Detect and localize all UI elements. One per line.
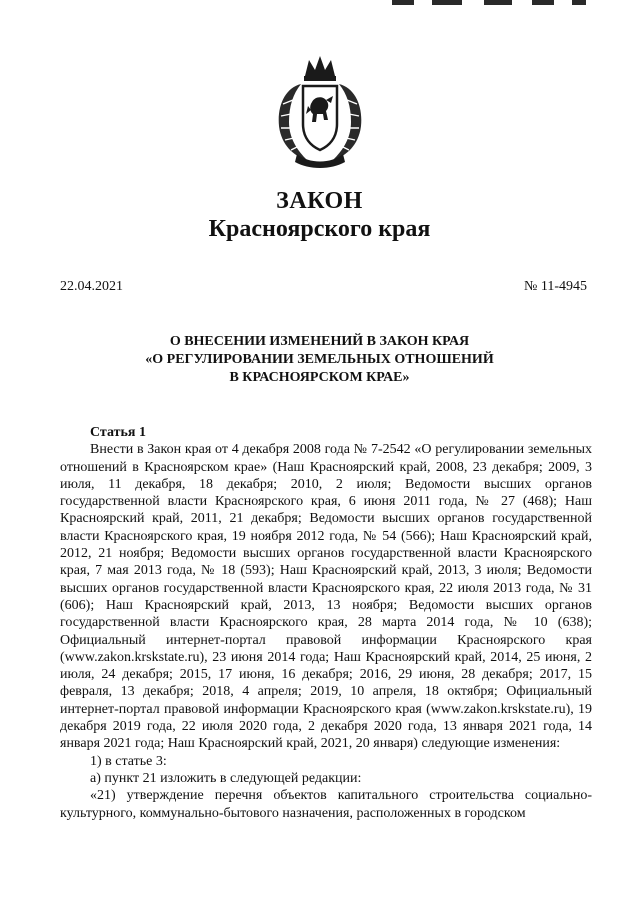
law-heading <box>0 333 639 387</box>
paragraph-amendments: Внести в Закон края от 4 декабря 2008 года № 7-2542 «О регулировании земельных отношений в Красноярском крае» (Наш Красноярский край, 2008, 23 декабря; 2009, 3 июля, 11 декабря, 18 декабря; 2010, 2 июля; Ведомости высших органов государственной власти Красноярского края, 6 июня 2011 года, № 27 (468); Наш Красноярский край, 2011, 21 декабря; Ведомости высших органов государственной власти Красноярского края, 19 ноября 2012 года, № 54 (566); Наш Красноярский край, 2012, 21 ноября; Ведомости высших органов государственной власти Красноярского края, 7 мая 2013 года, № 18 (593); Наш Красноярский край, 2013, 3 июля; Ведомости высших органов государственной власти Красноярского края, 22 июля 2013 года, № 31 (606); Наш Красноярский край, 2013, 13 ноября; Ведомости высших органов государственной власти Красноярского края, 28 марта 2014 года, № 10 (638); Официальный интернет-портал правовой информации Красноярского края (www.zakon.krskstate.ru), 23 июня 2014 года; Наш Красноярский край, 2014, 25 июня, 2 июля, 24 декабря; 2015, 17 июня, 16 декабря; 2016, 29 июня, 28 декабря; 2017, 15 февраля, 13 декабря; 2018, 4 апреля; 2019, 10 апреля, 18 октября; Официальный интернет-портал правовой информации Красноярского края (www.zakon.krskstate.ru), 19 декабря 2019 года, 22 июля 2020 года, 2 декабря 2020 года, 13 января 2021 года, 14 января 2021 года; Наш Красноярский край, 2021, 20 января) следующие изменения: <box>60 442 592 752</box>
coat-of-arms-emblem <box>271 54 369 172</box>
list-item-1: 1) в статье 3: <box>90 753 167 769</box>
paragraph-point-21: «21) утверждение перечня объектов капитального строительства социально-культурного, коммунально-бытового назначения, расположенных в городском <box>60 788 592 821</box>
document-date: 22.04.2021 <box>60 279 123 294</box>
document-title: ЗАКОН <box>276 188 363 214</box>
heading-line: В КРАСНОЯРСКОМ КРАЕ» <box>229 370 410 385</box>
article-title: Статья 1 <box>90 425 146 440</box>
list-item-1a: а) пункт 21 изложить в следующей редакции: <box>90 770 362 786</box>
scan-edge-marks <box>392 0 592 6</box>
document-subtitle: Красноярского края <box>208 216 431 242</box>
document-body <box>60 424 592 822</box>
document-number: № 11-4945 <box>524 279 587 294</box>
heading-line: О ВНЕСЕНИИ ИЗМЕНЕНИЙ В ЗАКОН КРАЯ <box>169 334 470 349</box>
heading-line: «О РЕГУЛИРОВАНИИ ЗЕМЕЛЬНЫХ ОТНОШЕНИЙ <box>145 352 494 367</box>
